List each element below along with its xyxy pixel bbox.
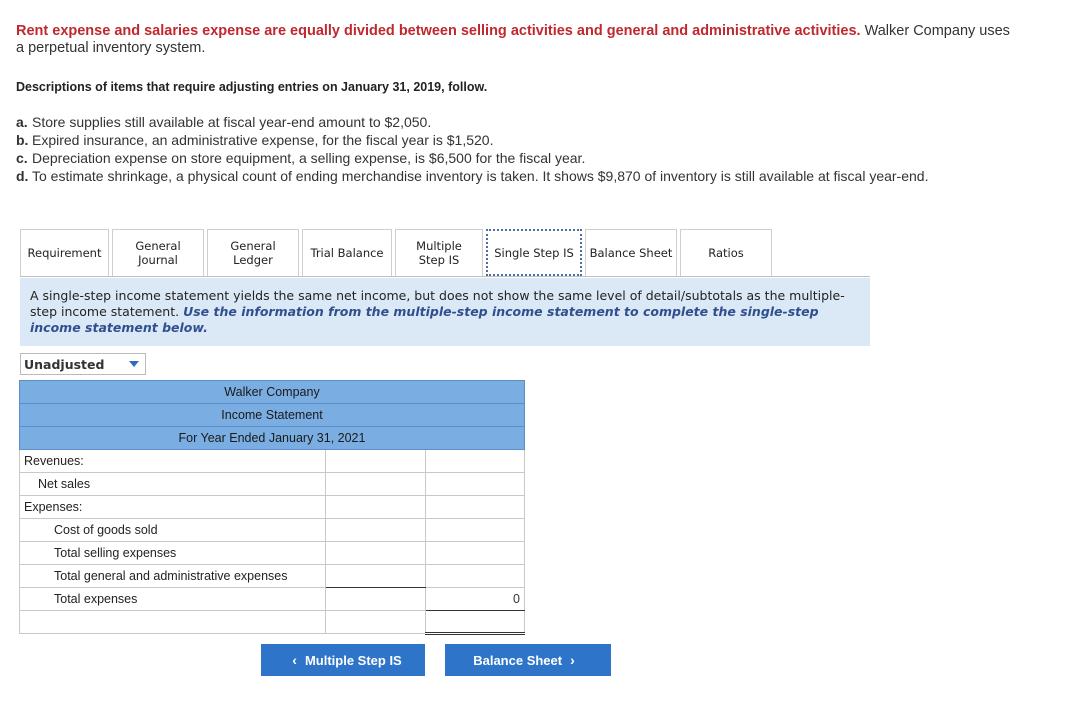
table-row (20, 611, 525, 634)
statement-period: For Year Ended January 31, 2021 (20, 427, 525, 450)
tab-trial-balance[interactable]: Trial Balance (302, 229, 392, 276)
next-tab-button[interactable]: Balance Sheet › (445, 644, 611, 676)
input-cell[interactable] (426, 496, 525, 519)
list-item: c. Depreciation expense on store equipment, a selling expense, is $6,500 for the fiscal year. (16, 150, 586, 166)
descriptions-heading: Descriptions of items that require adjusting entries on January 31, 2019, follow. (16, 80, 488, 94)
input-cell[interactable] (326, 519, 426, 542)
list-item: b. Expired insurance, an administrative expense, for the fiscal year is $1,520. (16, 132, 494, 148)
instruction-box (20, 278, 870, 346)
input-cell[interactable] (326, 542, 426, 565)
chevron-right-icon: › (570, 652, 575, 668)
input-cell[interactable] (326, 588, 426, 611)
dropdown-value: Unadjusted (24, 356, 105, 372)
input-cell[interactable] (426, 519, 525, 542)
input-cell[interactable] (426, 565, 525, 588)
table-row (20, 496, 525, 519)
input-cell[interactable] (326, 450, 426, 473)
intro-emphasis: Rent expense and salaries expense are equally divided between selling activities and general and administrative activities. (16, 23, 861, 39)
table-row (20, 519, 525, 542)
input-cell[interactable] (426, 473, 525, 496)
net-sales-label: Net sales (20, 473, 326, 496)
input-cell[interactable] (426, 611, 525, 634)
adjustment-dropdown[interactable] (20, 353, 146, 375)
table-row (20, 588, 525, 611)
tab-multiple-step-is[interactable]: Multiple Step IS (395, 229, 483, 276)
total-expenses-value: 0 (426, 588, 525, 611)
gna-label: Total general and administrative expenses (20, 565, 326, 588)
table-row (20, 565, 525, 588)
tab-general-journal[interactable]: General Journal (112, 229, 204, 276)
total-expenses-label: Total expenses (20, 588, 326, 611)
adjustment-items (16, 113, 956, 185)
statement-title: Income Statement (20, 404, 525, 427)
company-name: Walker Company (20, 381, 525, 404)
tab-single-step-is[interactable]: Single Step IS (486, 229, 582, 276)
input-cell[interactable] (326, 473, 426, 496)
input-cell[interactable] (326, 565, 426, 588)
list-item: d. To estimate shrinkage, a physical count of ending merchandise inventory is taken. It shows $9,870 of inventory is still available at fiscal year-end. (16, 168, 929, 184)
input-cell[interactable] (426, 542, 525, 565)
cogs-label: Cost of goods sold (20, 519, 326, 542)
list-item: a. Store supplies still available at fiscal year-end amount to $2,050. (16, 114, 432, 130)
tab-requirement[interactable]: Requirement (20, 229, 109, 276)
table-row (20, 450, 525, 473)
table-row (20, 542, 525, 565)
selling-label: Total selling expenses (20, 542, 326, 565)
input-cell[interactable] (426, 450, 525, 473)
intro-paragraph (16, 23, 1016, 57)
input-cell[interactable] (326, 496, 426, 519)
instruction-emphasis: Use the information from the multiple-step income statement to complete the single-step income statement below. (30, 304, 819, 335)
chevron-left-icon: ‹ (292, 652, 297, 668)
instruction-text: A single-step income statement yields the same net income, but does not show the same level of detail/subtotals as the multiple-step income statement. (30, 288, 845, 319)
table-row (20, 473, 525, 496)
expenses-label: Expenses: (20, 496, 326, 519)
prev-tab-button[interactable]: ‹ Multiple Step IS (261, 644, 425, 676)
input-cell[interactable] (326, 611, 426, 634)
net-income-label[interactable] (20, 611, 326, 634)
tab-ratios[interactable]: Ratios (680, 229, 772, 276)
tab-bar (20, 229, 870, 277)
tab-balance-sheet[interactable]: Balance Sheet (585, 229, 677, 276)
income-statement-table (19, 380, 525, 635)
revenues-label: Revenues: (20, 450, 326, 473)
chevron-down-icon (129, 361, 139, 367)
tab-general-ledger[interactable]: General Ledger (207, 229, 299, 276)
intro-rest: Walker Company uses a perpetual inventory system. (16, 23, 1010, 56)
